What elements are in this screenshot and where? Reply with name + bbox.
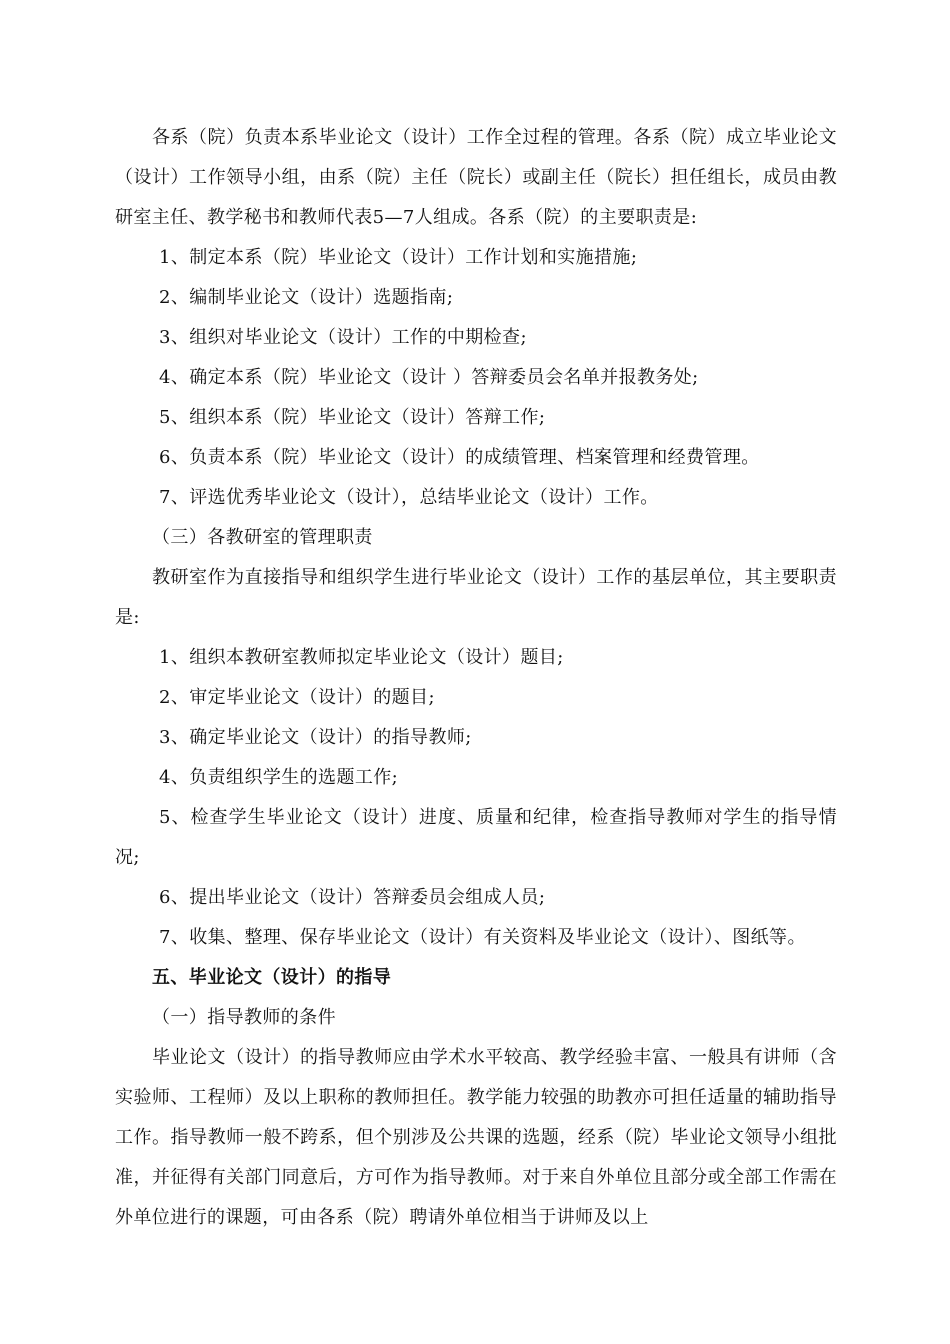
list-item: 7、收集、整理、保存毕业论文（设计）有关资料及毕业论文（设计）、图纸等。 <box>159 927 806 948</box>
list-item: 2、编制毕业论文（设计）选题指南; <box>159 287 454 308</box>
list-item: 4、确定本系（院）毕业论文（设计 ）答辩委员会名单并报教务处; <box>159 367 699 388</box>
list-item: 5、检查学生毕业论文（设计）进度、质量和纪律，检查指导教师对学生的指导情况; <box>115 807 837 868</box>
list-item: 6、提出毕业论文（设计）答辩委员会组成人员; <box>159 887 546 908</box>
list-item: 3、确定毕业论文（设计）的指导教师; <box>159 727 472 748</box>
paragraph-dept-responsibility: 各系（院）负责本系毕业论文（设计）工作全过程的管理。各系（院）成立毕业论文（设计）工作领导小组，由系（院）主任（院长）或副主任（院长）担任组长，成员由教研室主任、教学秘书和教师代表5—7人组成。各系（院）的主要职责是: <box>115 127 837 228</box>
list-item: 1、组织本教研室教师拟定毕业论文（设计）题目; <box>159 647 564 668</box>
list-item: 7、评选优秀毕业论文（设计），总结毕业论文（设计）工作。 <box>159 487 659 508</box>
paragraph-office-role: 教研室作为直接指导和组织学生进行毕业论文（设计）工作的基层单位，其主要职责是: <box>115 567 837 628</box>
paragraph-advisor-conditions: 毕业论文（设计）的指导教师应由学术水平较高、教学经验丰富、一般具有讲师（含实验师、工程师）及以上职称的教师担任。教学能力较强的助教亦可担任适量的辅助指导工作。指导教师一般不跨系，但个别涉及公共课的选题，经系（院）毕业论文领导小组批准，并征得有关部门同意后，方可作为指导教师。对于来自外单位且部分或全部工作需在外单位进行的课题，可由各系（院）聘请外单位相当于讲师及以上 <box>115 1047 837 1228</box>
list-item: 2、审定毕业论文（设计）的题目; <box>159 687 435 708</box>
list-item: 3、组织对毕业论文（设计）工作的中期检查; <box>159 327 527 348</box>
subheading-office-duties: （三）各教研室的管理职责 <box>152 527 373 548</box>
list-item: 4、负责组织学生的选题工作; <box>159 767 399 788</box>
document-body <box>115 118 837 1238</box>
list-item: 1、制定本系（院）毕业论文（设计）工作计划和实施措施; <box>159 247 638 268</box>
list-item: 5、组织本系（院）毕业论文（设计）答辩工作; <box>159 407 546 428</box>
section-heading: 五、毕业论文（设计）的指导 <box>152 967 392 988</box>
subheading-advisor-conditions: （一）指导教师的条件 <box>152 1007 336 1028</box>
list-item: 6、负责本系（院）毕业论文（设计）的成绩管理、档案管理和经费管理。 <box>159 447 760 468</box>
